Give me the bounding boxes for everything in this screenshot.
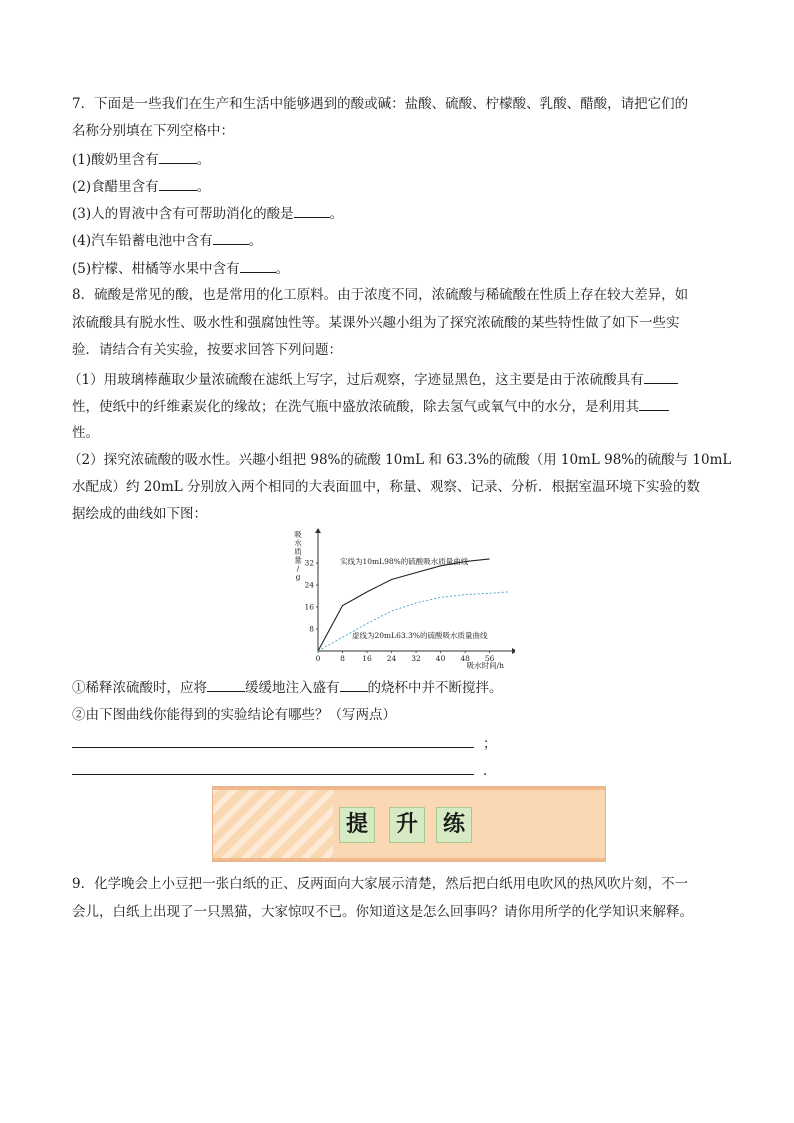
q7-item-5-text: (5)柠檬、柑橘等水果中含有: [72, 261, 240, 277]
banner-char-2: 升: [389, 807, 425, 843]
q8-sub1: [72, 677, 503, 698]
y-tick-label: 24: [304, 580, 314, 590]
q8-answer-1-end: ；: [483, 736, 497, 752]
x-tick-label: 40: [435, 654, 446, 663]
q7-blank-5[interactable]: [240, 258, 276, 273]
y-tick-label: 8: [309, 624, 314, 634]
banner-stripe-decor: [213, 787, 333, 862]
q7-blank-4[interactable]: [213, 230, 249, 245]
q8-sub2: ②由下图曲线你能得到的实验结论有哪些？（写两点）: [72, 707, 396, 723]
q7-blank-2[interactable]: [159, 176, 197, 191]
q8-part2-line2: 水配成）约 20mL 分别放入两个相同的大表面皿中，称量、观察、记录、分析．根据室温环境下实验的数: [72, 479, 701, 495]
q7-item-1-text: (1)酸奶里含有: [72, 152, 159, 168]
q8-sub1-text-c: 的烧杯中并不断搅拌。: [367, 680, 503, 696]
q8-part1-blank-2[interactable]: [639, 396, 669, 411]
q7-item-5-end: 。: [275, 261, 290, 277]
x-axis-arrow: [512, 648, 515, 654]
dashed-series-annotation: 虚线为20mL63.3%的硫酸吸水质量曲线: [352, 631, 488, 640]
q8-sub1-text-b: 缓缓地注入盛有: [245, 680, 340, 696]
q8-part2-line3: 据绘成的曲线如下图：: [72, 506, 207, 522]
q8-part1-text-a: （1）用玻璃棒蘸取少量浓硫酸在滤纸上写字，过后观察，字迹显黑色，这主要是由于浓硫酸具有: [68, 372, 644, 388]
q9-line2: 会儿，白纸上出现了一只黑猫，大家惊叹不已。你知道这是怎么回事吗？请你用所学的化学知识来解释。: [72, 904, 693, 920]
q8-part1-line3: 性。: [72, 425, 99, 441]
q8-part1-line2: [72, 396, 669, 417]
x-tick-label: 56: [484, 654, 495, 663]
banner-char-3: 练: [436, 807, 472, 843]
q8-part1-text-b: 性，使纸中的纤维素炭化的缘故；在洗气瓶中盛放浓硫酸，除去氢气或氧气中的水分，是利用其: [72, 399, 639, 415]
water-absorption-chart: [285, 527, 515, 669]
q7-item-2: [72, 176, 210, 197]
section-banner: [212, 786, 606, 862]
q7-item-1-end: 。: [196, 152, 211, 168]
q8-stem-line3: 验．请结合有关实验，按要求回答下列问题：: [72, 342, 342, 358]
y-tick-label: 16: [304, 602, 314, 612]
q7-blank-3[interactable]: [294, 203, 330, 218]
q7-stem-line2: 名称分别填在下列空格中：: [72, 123, 234, 139]
q8-sub1-blank-2[interactable]: [340, 677, 368, 692]
q7-item-4-text: (4)汽车铅蓄电池中含有: [72, 233, 213, 249]
banner-top-edge: [213, 787, 605, 790]
q8-sub1-text-a: ①稀释浓硫酸时，应将: [72, 680, 207, 696]
q7-item-3: [72, 203, 343, 224]
q7-item-3-text: (3)人的胃液中含有可帮助消化的酸是: [72, 206, 294, 222]
q7-item-3-end: 。: [329, 206, 344, 222]
q7-item-4: [72, 230, 262, 251]
q7-item-4-end: 。: [248, 233, 263, 249]
banner-char-1: 提: [339, 807, 375, 843]
q7-item-5: [72, 258, 289, 279]
x-tick-label: 8: [340, 654, 345, 663]
x-tick-label: 32: [411, 654, 421, 663]
dashed-series-line: [318, 592, 508, 651]
x-tick-label: 16: [362, 654, 372, 663]
q7-stem-line1: 7．下面是一些我们在生产和生活中能够遇到的酸或碱：盐酸、硫酸、柠檬酸、乳酸、醋酸，请把它们的: [72, 96, 689, 112]
q8-stem-line2: 浓硫酸具有脱水性、吸水性和强腐蚀性等。某课外兴趣小组为了探究浓硫酸的某些特性做了如下一些实: [72, 315, 680, 331]
q8-answer-2-end: ．: [483, 763, 497, 779]
x-axis-label: 吸水时间/h: [466, 661, 504, 669]
q8-part1-blank-1[interactable]: [644, 369, 678, 384]
x-tick-label: 24: [386, 654, 397, 663]
q8-stem-line1: 8．硫酸是常见的酸，也是常用的化工原料。由于浓度不同，浓硫酸与稀硫酸在性质上存在较大差异，如: [72, 287, 689, 303]
y-axis-arrow: [315, 528, 321, 533]
q8-answer-line-2[interactable]: [72, 774, 474, 775]
q7-item-1: [72, 149, 210, 170]
q7-blank-1[interactable]: [159, 149, 197, 164]
q8-part2-line1: （2）探究浓硫酸的吸水性。兴趣小组把 98%的硫酸 10mL 和 63.3%的硫酸（用 10mL 98%的硫酸与 10mL: [68, 452, 732, 468]
y-tick-label: 32: [304, 558, 314, 568]
banner-bottom-edge: [213, 858, 605, 861]
q8-sub1-blank-1[interactable]: [207, 677, 245, 692]
q8-part1-line1: [68, 369, 678, 390]
x-tick-label: 48: [460, 654, 470, 663]
q7-item-2-text: (2)食醋里含有: [72, 179, 159, 195]
q7-item-2-end: 。: [196, 179, 211, 195]
q9-line1: 9．化学晚会上小豆把一张白纸的正、反两面向大家展示清楚，然后把白纸用电吹风的热风吹片刻，不一: [72, 876, 689, 892]
q8-answer-line-1[interactable]: [72, 747, 474, 748]
y-axis-label: 吸水质量/ g: [294, 530, 302, 582]
solid-series-annotation: 实线为10mL98%的硫酸吸水质量曲线: [340, 557, 469, 566]
x-tick-label: 0: [315, 654, 321, 663]
